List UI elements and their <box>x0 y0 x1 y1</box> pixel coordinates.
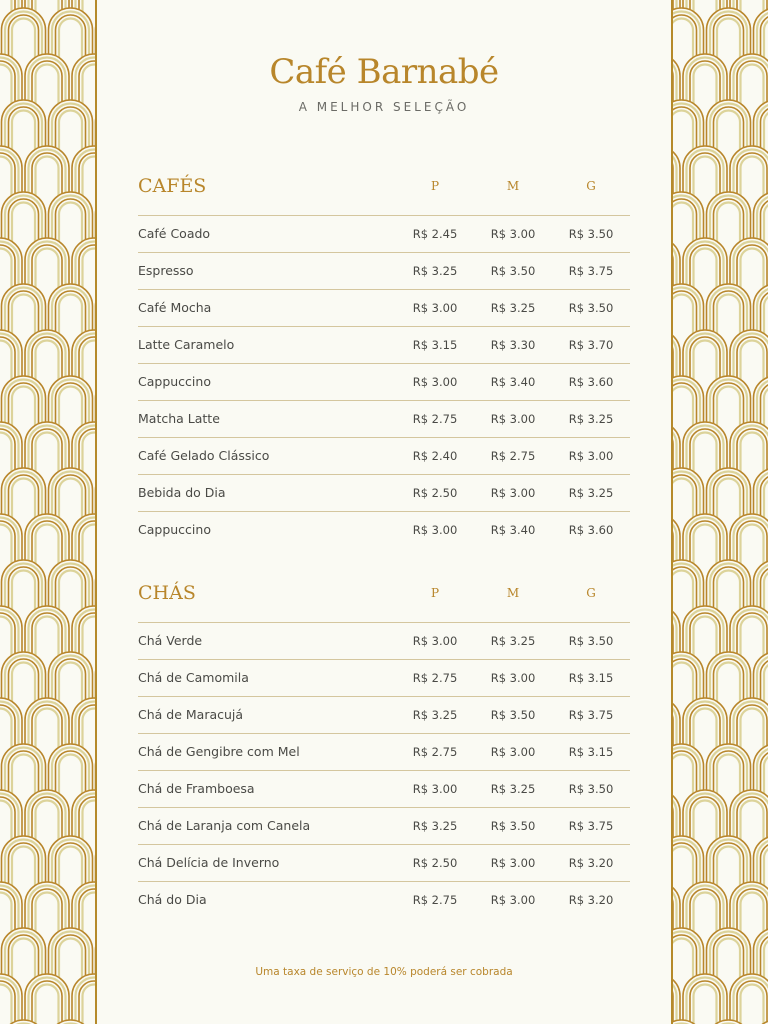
price-g: R$ 3.20 <box>568 893 614 907</box>
item-name: Chá Verde <box>138 633 203 648</box>
section-chas <box>138 582 630 918</box>
item-name: Cappuccino <box>138 522 211 537</box>
menu-row <box>138 807 630 844</box>
section-title-chas: CHÁS <box>138 582 196 604</box>
menu-row <box>138 844 630 881</box>
price-p: R$ 3.00 <box>412 634 458 648</box>
price-g: R$ 3.15 <box>568 745 614 759</box>
item-name: Café Gelado Clássico <box>138 448 270 463</box>
menu-row <box>138 252 630 289</box>
chas-list <box>138 622 630 918</box>
price-m: R$ 3.50 <box>490 708 536 722</box>
col-head-m: M <box>506 586 520 600</box>
price-g: R$ 3.25 <box>568 412 614 426</box>
price-m: R$ 3.25 <box>490 634 536 648</box>
price-p: R$ 2.75 <box>412 745 458 759</box>
price-g: R$ 3.50 <box>568 301 614 315</box>
item-name: Chá de Camomila <box>138 670 249 685</box>
menu-row <box>138 696 630 733</box>
price-p: R$ 2.50 <box>412 856 458 870</box>
item-name: Latte Caramelo <box>138 337 235 352</box>
menu-row <box>138 215 630 252</box>
menu-row <box>138 622 630 659</box>
price-p: R$ 3.25 <box>412 708 458 722</box>
price-g: R$ 3.60 <box>568 523 614 537</box>
price-p: R$ 2.75 <box>412 671 458 685</box>
price-g: R$ 3.75 <box>568 264 614 278</box>
item-name: Chá do Dia <box>138 892 207 907</box>
section-cafes <box>138 175 630 548</box>
price-g: R$ 3.50 <box>568 634 614 648</box>
price-g: R$ 3.60 <box>568 375 614 389</box>
section-header <box>138 582 630 622</box>
price-p: R$ 3.00 <box>412 523 458 537</box>
price-m: R$ 3.50 <box>490 264 536 278</box>
price-g: R$ 3.50 <box>568 227 614 241</box>
item-name: Chá de Framboesa <box>138 781 255 796</box>
price-g: R$ 3.00 <box>568 449 614 463</box>
price-m: R$ 2.75 <box>490 449 536 463</box>
service-fee-note: Uma taxa de serviço de 10% poderá ser cobrada <box>255 966 513 978</box>
price-m: R$ 3.40 <box>490 523 536 537</box>
item-name: Café Mocha <box>138 300 212 315</box>
menu-row <box>138 437 630 474</box>
price-p: R$ 2.75 <box>412 893 458 907</box>
menu-row <box>138 659 630 696</box>
price-p: R$ 3.25 <box>412 264 458 278</box>
col-head-p: P <box>430 586 440 600</box>
price-m: R$ 3.50 <box>490 819 536 833</box>
price-p: R$ 3.00 <box>412 782 458 796</box>
menu-row <box>138 474 630 511</box>
item-name: Chá Delícia de Inverno <box>138 855 280 870</box>
price-p: R$ 3.00 <box>412 301 458 315</box>
price-g: R$ 3.70 <box>568 338 614 352</box>
menu-row <box>138 881 630 918</box>
item-name: Chá de Maracujá <box>138 707 244 722</box>
menu-row <box>138 363 630 400</box>
arch-pattern-svg-right <box>673 0 768 1024</box>
price-g: R$ 3.15 <box>568 671 614 685</box>
left-arch-pattern <box>0 0 97 1024</box>
item-name: Matcha Latte <box>138 411 220 426</box>
item-name: Bebida do Dia <box>138 485 226 500</box>
price-m: R$ 3.00 <box>490 671 536 685</box>
menu-content <box>97 0 671 1024</box>
price-g: R$ 3.20 <box>568 856 614 870</box>
menu-row <box>138 400 630 437</box>
price-g: R$ 3.75 <box>568 819 614 833</box>
right-arch-pattern <box>671 0 768 1024</box>
page-title: Café Barnabé <box>269 52 499 92</box>
menu-row <box>138 770 630 807</box>
price-m: R$ 3.00 <box>490 486 536 500</box>
col-head-p: P <box>430 179 440 193</box>
item-name: Cappuccino <box>138 374 211 389</box>
price-m: R$ 3.30 <box>490 338 536 352</box>
price-m: R$ 3.00 <box>490 745 536 759</box>
price-g: R$ 3.25 <box>568 486 614 500</box>
price-m: R$ 3.00 <box>490 412 536 426</box>
menu-row <box>138 326 630 363</box>
price-p: R$ 3.00 <box>412 375 458 389</box>
arch-pattern-svg-left <box>0 0 95 1024</box>
section-title-cafes: CAFÉS <box>138 175 207 197</box>
col-head-m: M <box>506 179 520 193</box>
item-name: Café Coado <box>138 226 211 241</box>
cafes-list <box>138 215 630 548</box>
price-g: R$ 3.75 <box>568 708 614 722</box>
price-p: R$ 2.40 <box>412 449 458 463</box>
price-p: R$ 2.75 <box>412 412 458 426</box>
price-m: R$ 3.40 <box>490 375 536 389</box>
price-m: R$ 3.25 <box>490 782 536 796</box>
price-g: R$ 3.50 <box>568 782 614 796</box>
price-p: R$ 2.45 <box>412 227 458 241</box>
price-m: R$ 3.00 <box>490 856 536 870</box>
col-head-g: G <box>586 179 596 193</box>
menu-row <box>138 733 630 770</box>
section-header <box>138 175 630 215</box>
page-subtitle: A MELHOR SELEÇÃO <box>298 100 470 114</box>
price-p: R$ 3.15 <box>412 338 458 352</box>
menu-row <box>138 511 630 548</box>
price-m: R$ 3.00 <box>490 227 536 241</box>
item-name: Chá de Laranja com Canela <box>138 818 311 833</box>
price-m: R$ 3.00 <box>490 893 536 907</box>
item-name: Espresso <box>138 263 194 278</box>
price-p: R$ 2.50 <box>412 486 458 500</box>
item-name: Chá de Gengibre com Mel <box>138 744 300 759</box>
col-head-g: G <box>586 586 596 600</box>
price-m: R$ 3.25 <box>490 301 536 315</box>
menu-row <box>138 289 630 326</box>
price-p: R$ 3.25 <box>412 819 458 833</box>
